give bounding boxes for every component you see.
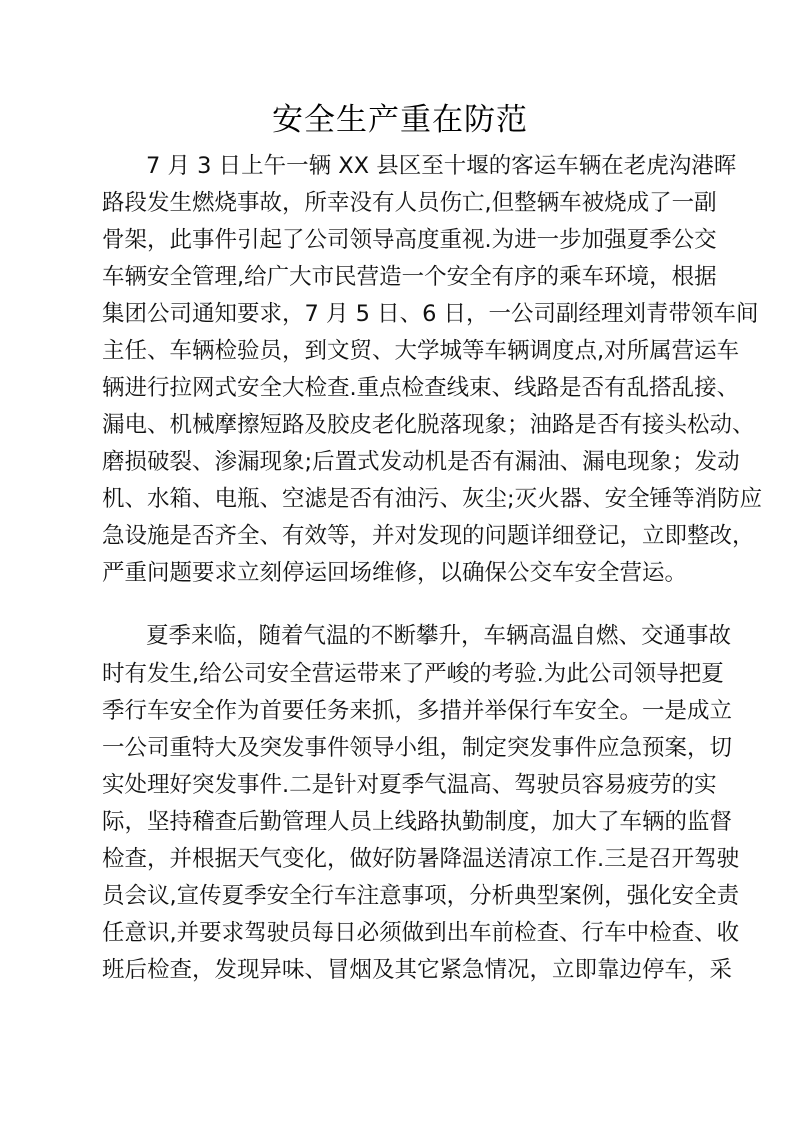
paragraph-1-line-4: 车辆安全管理,给广大市民营造一个安全有序的乘车环境，根据 <box>102 264 717 290</box>
paragraph-1-line-10: 机、水箱、电瓶、空滤是否有油污、灰尘;灭火器、安全锤等消防应 <box>102 486 763 512</box>
paragraph-1-line-3: 骨架，此事件引起了公司领导高度重视.为进一步加强夏季公交 <box>102 227 717 253</box>
document-title: 安全生产重在防范 <box>272 102 528 138</box>
paragraph-1-line-11: 急设施是否齐全、有效等，并对发现的问题详细登记，立即整改， <box>102 523 755 549</box>
paragraph-1-line-6: 主任、车辆检验员，到文贸、大学城等车辆调度点,对所属营运车 <box>102 338 740 364</box>
paragraph-2-line-7: 检查，并根据天气变化，做好防暑降温送清凉工作.三是召开驾驶 <box>102 846 740 872</box>
paragraph-2-line-6: 际，坚持稽查后勤管理人员上线路执勤制度，加大了车辆的监督 <box>102 809 733 835</box>
paragraph-1-line-2: 路段发生燃烧事故，所幸没有人员伤亡,但整辆车被烧成了一副 <box>102 190 717 216</box>
paragraph-2-line-9: 任意识,并要求驾驶员每日必须做到出车前检查、行车中检查、收 <box>102 920 740 946</box>
paragraph-1-line-5: 集团公司通知要求，7 月 5 日、6 日，一公司副经理刘青带领车间 <box>102 301 759 327</box>
paragraph-2-line-8: 员会议,宣传夏季安全行车注意事项，分析典型案例，强化安全责 <box>102 883 740 909</box>
paragraph-1-line-9: 磨损破裂、渗漏现象;后置式发动机是否有漏油、漏电现象；发动 <box>102 449 740 475</box>
paragraph-1-line-7: 辆进行拉网式安全大检查.重点检查线束、线路是否有乱搭乱接、 <box>102 375 740 401</box>
paragraph-2-line-4: 一公司重特大及突发事件领导小组，制定突发事件应急预案，切 <box>102 735 733 761</box>
paragraph-2-line-1: 夏季来临，随着气温的不断攀升，车辆高温自燃、交通事故 <box>146 623 732 649</box>
paragraph-2-line-3: 季行车安全作为首要任务来抓，多措并举保行车安全。一是成立 <box>102 698 733 724</box>
paragraph-2-line-2: 时有发生,给公司安全营运带来了严峻的考验.为此公司领导把夏 <box>102 661 724 687</box>
paragraph-2-line-10: 班后检查，发现异味、冒烟及其它紧急情况，立即靠边停车，采 <box>102 957 733 983</box>
paragraph-1-line-12: 严重问题要求立刻停运回场维修，以确保公交车安全营运。 <box>102 560 688 586</box>
paragraph-1-line-1: 7 月 3 日上午一辆 XX 县区至十堰的客运车辆在老虎沟港晖 <box>146 153 737 179</box>
paragraph-1-line-8: 漏电、机械摩擦短路及胶皮老化脱落现象；油路是否有接头松动、 <box>102 412 755 438</box>
paragraph-2-line-5: 实处理好突发事件.二是针对夏季气温高、驾驶员容易疲劳的实 <box>102 772 717 798</box>
